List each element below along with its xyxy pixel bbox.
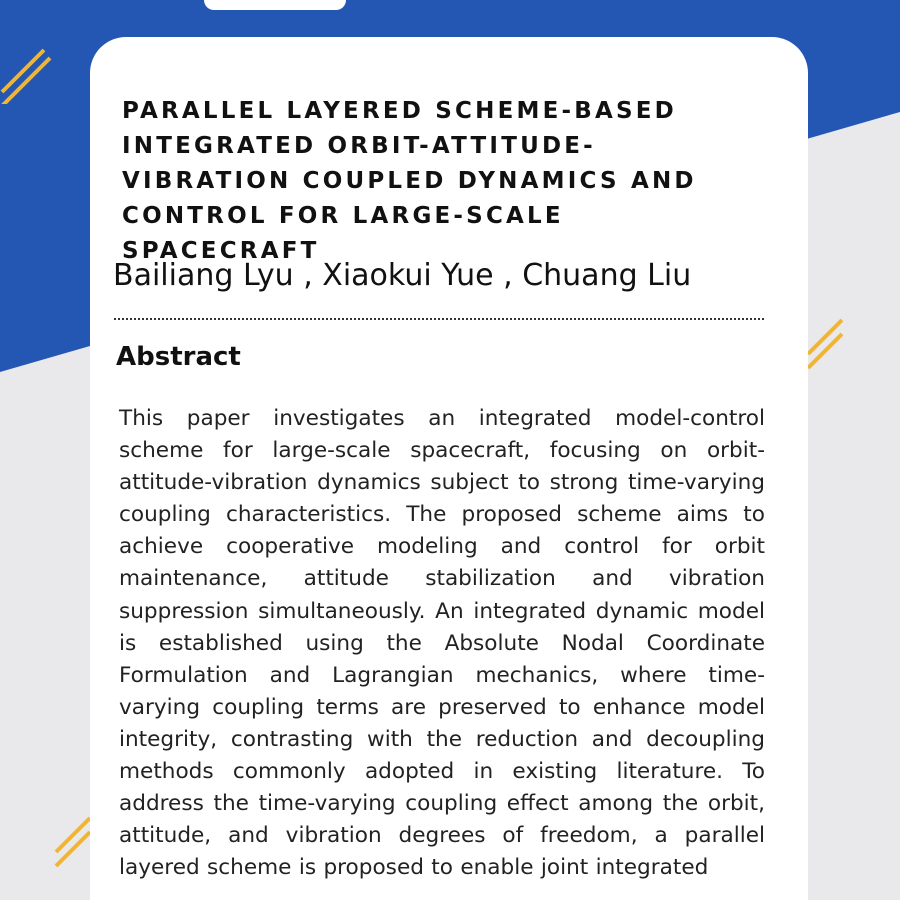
stripes-top-left-icon xyxy=(0,44,60,104)
stripes-right-icon xyxy=(806,314,866,374)
abstract-text: This paper investigates an integrated model-control scheme for large-scale spacecraft, focusing on orbit-attitude-vibration dynamics subject to strong time-varying coupling characteristics. The proposed scheme aims to achieve cooperative modeling and control for orbit maintenance, attitude stabilization and vibration suppression simultaneously. An integrated dynamic model is established using the Absolute Nodal Coordinate Formulation and Lagrangian mechanics, where time-varying coupling terms are preserved to enhance model integrity, contrasting with the reduction and decoupling methods commonly adopted in existing literature. To address the time-varying coupling effect among the orbit, attitude, and vibration degrees of freedom, a parallel layered scheme is proposed to enable joint integrated xyxy=(119,406,765,881)
top-tab xyxy=(204,0,346,10)
dotted-divider xyxy=(114,318,764,320)
paper-authors: Bailiang Lyu , Xiaokui Yue , Chuang Liu xyxy=(113,258,692,293)
paper-title: PARALLEL LAYERED SCHEME-BASED INTEGRATED ORBIT-ATTITUDE-VIBRATION COUPLED DYNAMICS AND CONTROL FOR LARGE-SCALE SPACECRAFT xyxy=(122,98,697,264)
abstract-heading: Abstract xyxy=(116,342,241,372)
